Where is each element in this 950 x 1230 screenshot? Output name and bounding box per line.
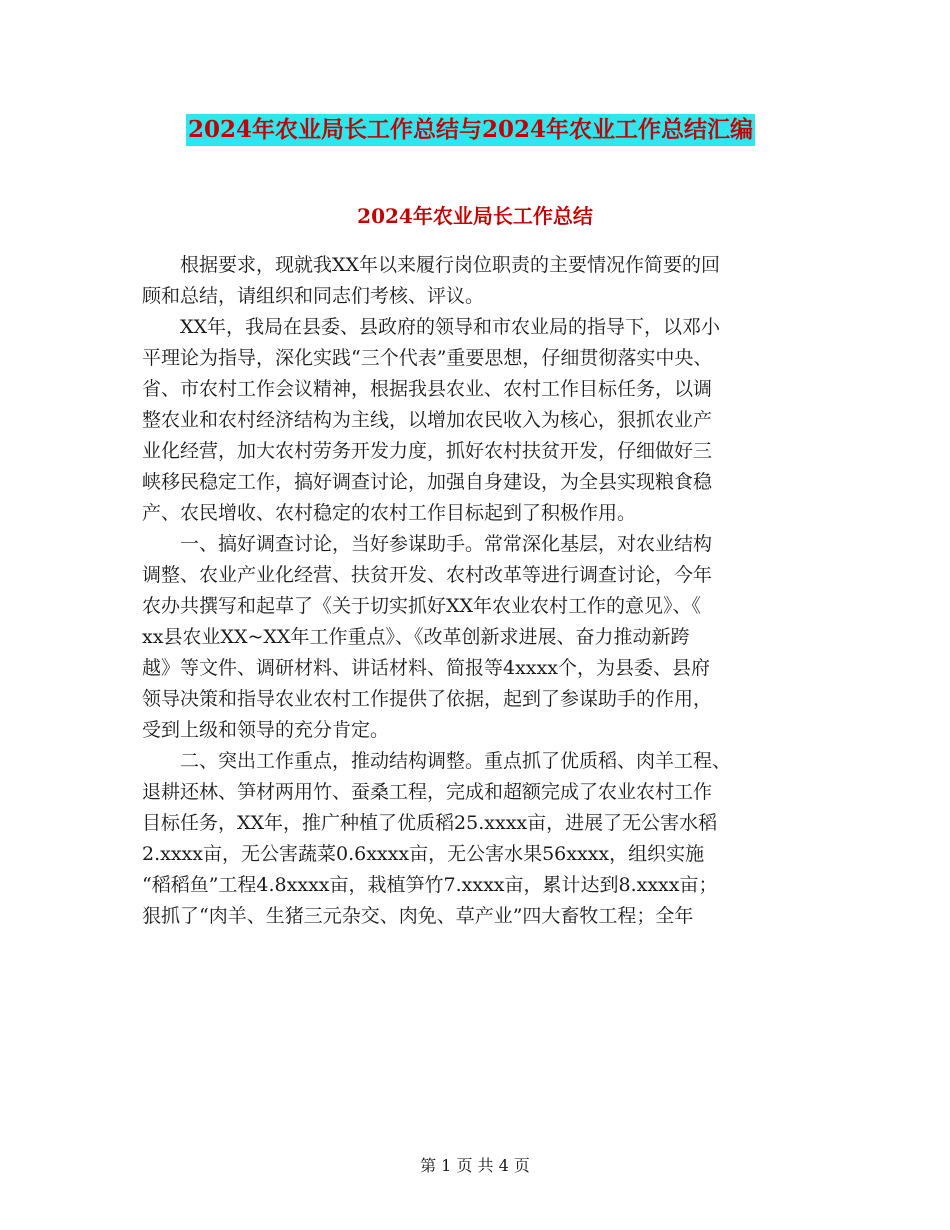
paragraph-research bbox=[142, 529, 822, 746]
paragraph-intro bbox=[142, 250, 822, 312]
text-line: 省、市农村工作会议精神，根据我县农业、农村工作目标任务，以调 bbox=[142, 378, 713, 400]
section-title: 2024年农业局长工作总结 bbox=[357, 204, 593, 228]
text-line: 业化经营，加大农村劳务开发力度，抓好农村扶贫开发，仔细做好三 bbox=[142, 440, 713, 462]
text-line: 根据要求，现就我XX年以来履行岗位职责的主要情况作简要的回 bbox=[142, 254, 721, 276]
text-line: 2.xxxx亩，无公害蔬菜0.6xxxx亩，无公害水果56xxxx，组织实施 bbox=[142, 843, 705, 865]
text-line: 农办共撰写和起草了《关于切实抓好XX年农业农村工作的意见》、《 bbox=[142, 595, 702, 617]
text-line: 领导决策和指导农业农村工作提供了依据，起到了参谋助手的作用， bbox=[142, 688, 713, 710]
text-line: 目标任务，XX年，推广种植了优质稻25.xxxx亩，进展了无公害水稻 bbox=[142, 812, 718, 834]
text-line: 峡移民稳定工作，搞好调查讨论，加强自身建设，为全县实现粮食稳 bbox=[142, 471, 713, 493]
text-line: XX年，我局在县委、县政府的领导和市农业局的指导下，以邓小 bbox=[142, 316, 721, 338]
page-footer: 第 1 页 共 4 页 bbox=[420, 1156, 530, 1175]
paragraph-structure-adjustment bbox=[142, 746, 822, 932]
text-line: 平理论为指导，深化实践“三个代表”重要思想，仔细贯彻落实中央、 bbox=[142, 347, 713, 369]
text-line: 调整、农业产业化经营、扶贫开发、农村改革等进行调查讨论，今年 bbox=[142, 564, 713, 586]
text-line: 二、突出工作重点，推动结构调整。重点抓了优质稻、肉羊工程、 bbox=[142, 750, 732, 772]
document-title: 2024年农业局长工作总结与2024年农业工作总结汇编 bbox=[186, 114, 755, 146]
text-line: 整农业和农村经济结构为主线，以增加农民收入为核心，狠抓农业产 bbox=[142, 409, 713, 431]
body-text bbox=[142, 250, 822, 932]
paragraph-overview bbox=[142, 312, 822, 529]
text-line: 产、农民增收、农村稳定的农村工作目标起到了积极作用。 bbox=[142, 502, 637, 524]
text-line: 越》等文件、调研材料、讲话材料、简报等4xxxx个，为县委、县府 bbox=[142, 657, 710, 679]
text-line: 顾和总结，请组织和同志们考核、评议。 bbox=[142, 285, 485, 307]
text-line: xx县农业XX~XX年工作重点》、《改革创新求进展、奋力推动新跨 bbox=[142, 626, 690, 648]
text-line: 受到上级和领导的充分肯定。 bbox=[142, 719, 390, 741]
text-line: 一、搞好调查讨论，当好参谋助手。常常深化基层，对农业结构 bbox=[142, 533, 713, 555]
text-line: “稻稻鱼”工程4.8xxxx亩，栽植笋竹7.xxxx亩，累计达到8.xxxx亩； bbox=[142, 874, 718, 896]
text-line: 退耕还林、笋材两用竹、蚕桑工程，完成和超额完成了农业农村工作 bbox=[142, 781, 713, 803]
text-line: 狠抓了“肉羊、生猪三元杂交、肉免、草产业”四大畜牧工程；全年 bbox=[142, 905, 694, 927]
